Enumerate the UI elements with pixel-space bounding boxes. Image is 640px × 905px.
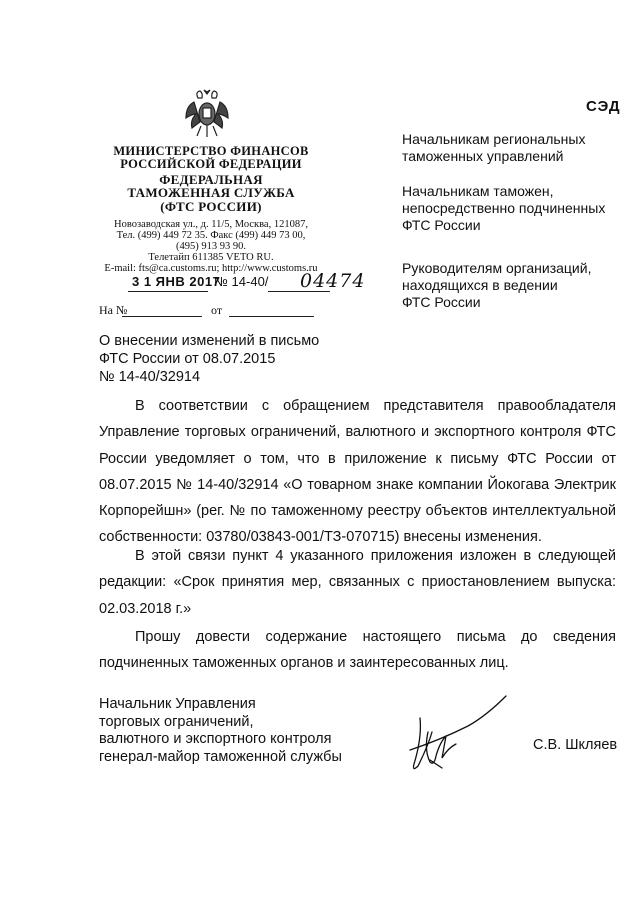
date-stamp: 3 1 ЯНВ 2017 (132, 274, 221, 289)
paragraph-1-text: В соответствии с обращением представителя правообладателя Управление торговых ограничений, валютного и экспортного контроля ФТС России уведомляет о том, что в приложение к письму ФТС России от 08.07.2015 № 14-40/32914 «О товарном знаке компании Йокогава Электрик Корпорейшн» (рег. № по таможенному реестру объектов интеллектуальной собственности: 03780/03843-001/ТЗ-070715) внесены изменения. (99, 398, 616, 546)
address-line-3: (495) 913 93 90. (176, 241, 246, 252)
address-line-4: Телетайп 611385 VETO RU. (148, 252, 274, 263)
handwritten-number: 04474 (300, 270, 366, 292)
ref-from-label: от (211, 303, 223, 317)
address-line-1: Новозаводская ул., д. 11/5, Москва, 121087, (114, 219, 308, 230)
service-line-1: ФЕДЕРАЛЬНАЯ (159, 172, 263, 187)
signatory-title (99, 696, 342, 766)
number-underline (268, 291, 330, 292)
recipient-2-line-3: ФТС России (402, 217, 481, 233)
subject-line-3: № 14-40/32914 (99, 369, 201, 385)
recipient-block-3 (402, 260, 591, 311)
signatory-name: С.В. Шкляев (533, 737, 618, 753)
body-paragraph-3 (99, 624, 616, 677)
paragraph-2-text: В этой связи пункт 4 указанного приложения изложен в следующей редакции: «Срок принятия мер, связанных с приостановлением выпуска: 02.03.2018 г.» (99, 548, 616, 617)
date-underline (128, 291, 208, 292)
recipient-block-1 (402, 131, 585, 165)
recipient-2-line-2: непосредственно подчиненных (402, 200, 606, 216)
recipient-3-line-1: Руководителям организаций, (402, 260, 592, 276)
body-paragraph-2 (99, 543, 616, 622)
ministry-line-2: РОССИЙСКОЙ ФЕДЕРАЦИИ (120, 157, 302, 171)
ministry-line-1: МИНИСТЕРСТВО ФИНАНСОВ (113, 144, 309, 158)
registration-number-prefix: № 14-40/ (214, 274, 269, 289)
title-line-2: торговых ограничений, (99, 713, 254, 730)
paragraph-3-text: Прошу довести содержание настоящего письма до сведения подчиненных таможенных органов и заинтересованных лиц. (99, 629, 616, 672)
ref-date-blank (229, 316, 314, 317)
body-paragraph-1 (99, 393, 616, 551)
title-line-1: Начальник Управления (99, 696, 256, 712)
subject-line-1: О внесении изменений в письмо (99, 333, 320, 349)
service-line-2: ТАМОЖЕННАЯ СЛУЖБА (127, 185, 295, 200)
recipient-1-line-2: таможенных управлений (402, 148, 564, 164)
subject-line-2: ФТС России от 08.07.2015 (99, 351, 276, 367)
recipient-1-line-1: Начальникам региональных (402, 131, 586, 147)
address-line-2: Тел. (499) 449 72 35. Факс (499) 449 73 00, (116, 230, 306, 241)
handwritten-signature (400, 688, 510, 788)
title-line-4: генерал-майор таможенной службы (99, 748, 342, 765)
sed-mark: СЭД (586, 98, 621, 115)
ref-number-blank (122, 316, 202, 317)
recipient-block-2 (402, 183, 605, 234)
recipient-3-line-3: ФТС России (402, 294, 481, 310)
double-headed-eagle-emblem-icon (184, 88, 230, 140)
address-line-5: E-mail: fts@ca.customs.ru; http://www.customs.ru (104, 263, 318, 274)
recipient-2-line-1: Начальникам таможен, (402, 183, 554, 199)
service-line-3: (ФТС РОССИИ) (160, 199, 262, 214)
letter-subject (99, 332, 319, 386)
recipient-3-line-2: находящихся в ведении (402, 277, 558, 293)
title-line-3: валютного и экспортного контроля (99, 731, 332, 747)
ref-number-label: На № (99, 303, 128, 317)
